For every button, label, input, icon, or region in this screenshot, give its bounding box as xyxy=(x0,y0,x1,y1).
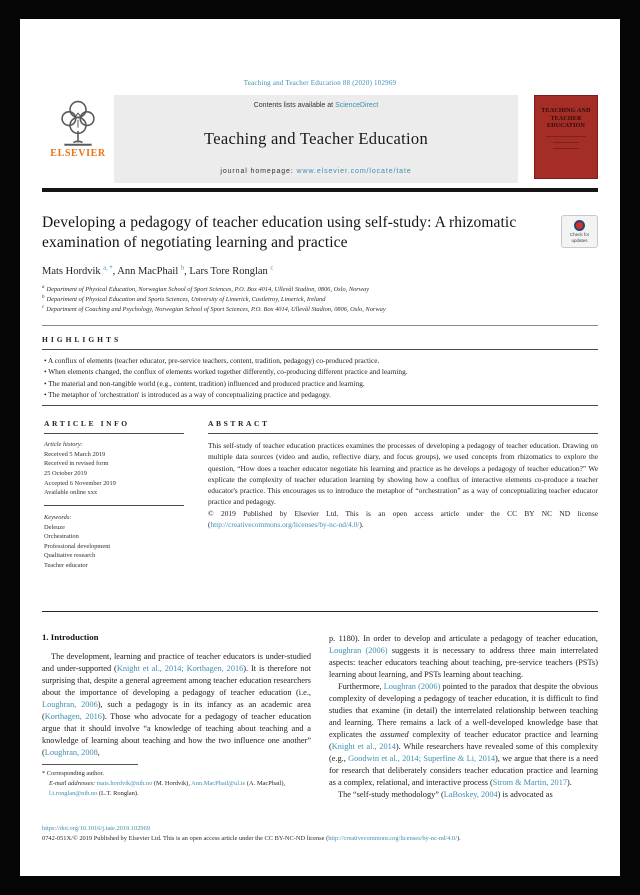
highlight-item: • A conflux of elements (teacher educator, pre-service teachers, content, tradition, pedagogy) co-produced practice. xyxy=(44,355,598,366)
keyword: Teacher educator xyxy=(44,561,88,569)
footnote-divider xyxy=(42,764,138,765)
affiliation-text: Department of Physical Education, Norwegian School of Sport Sciences, P.O. Box 4014, Ullevål Stadion, 0806, Oslo, Norway xyxy=(46,286,370,294)
corresponding-author-note: * Corresponding author. xyxy=(42,770,104,777)
text-segment: ), we argue that there is a need for research that deliberately considers teacher education practice and learning as a complex, relational, and interactive process ( xyxy=(329,753,598,787)
citation-link[interactable]: Strom & Martin, 2017 xyxy=(492,777,568,787)
elsevier-logo[interactable] xyxy=(42,95,114,183)
citation-link[interactable]: http://creativecommons.org/licenses/by-nc-nd/4.0/ xyxy=(328,834,457,842)
intro-paragraph-4 xyxy=(329,789,598,801)
text-segment: ). It is therefore not surprising that, despite a general agreement among teacher education researchers about the importance of developing a pedagogy of teacher education (i.e., xyxy=(42,663,311,697)
sciencedirect-link[interactable]: ScienceDirect xyxy=(335,102,379,109)
contents-line xyxy=(254,102,379,109)
keyword: Deleuze xyxy=(44,523,65,531)
homepage-prefix: journal homepage: xyxy=(220,168,297,175)
text-segment: ), such a pedagogy is in its infancy as an academic area ( xyxy=(42,699,311,721)
affiliation-a xyxy=(42,285,598,295)
cover-decorative-line xyxy=(553,148,579,149)
history-line: 25 October 2019 xyxy=(44,470,87,478)
text-segment: E-mail addresses: xyxy=(49,779,97,787)
abstract-text: This self-study of teacher education practices examines the processes of developing a pedagogy of teacher education. Drawing on multiple data sources (video and audio, reflective diary, and focus groups), we used concepts from rhizomatics to explore the question, “How does a teacher educator negotiate his learning and practice as he develops a pedagogy of teacher education?” We explicate the complexity of teacher education learning by showing how a conflux of interactive elements co-produce a teacher educator's practice. This encourages us to introduce the metaphor of “orchestration” as a way of conceptualizing teacher educator practice and pedagogy. xyxy=(208,441,598,507)
text-segment: The “self-study methodology” ( xyxy=(338,789,444,799)
affiliation-sup: b xyxy=(42,295,45,301)
text-segment: (A. MacPhail), xyxy=(245,779,286,787)
text-segment: ). xyxy=(567,777,572,787)
intro-paragraph-1 xyxy=(42,651,311,759)
homepage-line xyxy=(220,168,411,175)
history-line: Available online xxx xyxy=(44,489,98,497)
affiliations xyxy=(42,285,598,315)
article-title: Developing a pedagogy of teacher education using self-study: A rhizomatic examination of negotiating learning and practice xyxy=(42,214,517,252)
journal-header xyxy=(42,95,598,183)
cover-decorative-line xyxy=(546,136,586,137)
abstract-copyright xyxy=(208,508,598,530)
issn-license-line xyxy=(42,835,598,842)
text-segment: , Lars Tore Ronglan xyxy=(184,266,271,278)
journal-cover-title: TEACHING AND TEACHER EDUCATION xyxy=(541,108,591,129)
article-info-heading: ARTICLE INFO xyxy=(44,419,130,429)
text-segment: complexity of teacher educator practice and learning ( xyxy=(329,729,598,751)
highlight-item: • When elements changed, the conflux of elements worked together differently, co-producing different practice and learning. xyxy=(44,366,598,377)
history-line: Received in revised form xyxy=(44,460,109,468)
citation-link[interactable]: Loughran (2006) xyxy=(329,645,388,655)
email-addresses xyxy=(42,779,311,799)
highlight-item: • The metaphor of 'orchestration' is introduced as a way of conceptualizing practice and pedagogy. xyxy=(44,389,598,400)
license-link[interactable]: http://creativecommons.org/licenses/by-nc-nd/4.0/ xyxy=(210,519,360,529)
journal-citation: Teaching and Teacher Education 88 (2020) 102969 xyxy=(243,79,397,87)
citation-link[interactable]: l.t.ronglan@nih.no xyxy=(49,789,98,797)
text-segment: suggests it is necessary to address three main interrelated aspects: teacher educators teaching about teaching, pre-service teachers (PSTs) learning about learning, and PSTs learning about teaching. xyxy=(329,645,598,679)
header-divider xyxy=(42,188,598,192)
article-history-label: Article history: xyxy=(44,441,83,449)
check-for-updates-badge[interactable] xyxy=(561,215,598,248)
affiliation-sup: c xyxy=(42,305,45,310)
text-segment: c xyxy=(270,264,274,272)
text-segment: ). Those who advocate for a pedagogy of teacher education argue that it should involve “a knowledge of teaching about teaching and a knowledge of learning about teaching and how the two influence one another” ( xyxy=(42,711,312,757)
article-info-column xyxy=(42,419,184,570)
section-heading: 1. Introduction xyxy=(42,631,99,642)
citation-link[interactable]: Knight et al., 2014 xyxy=(331,741,396,751)
text-segment: , Ann MacPhail xyxy=(112,266,181,278)
text-segment: assumed xyxy=(380,729,409,739)
divider xyxy=(42,349,598,350)
check-for-updates-label: Check for updates xyxy=(569,232,590,243)
keyword: Orchestration xyxy=(44,533,79,541)
citation-link[interactable]: Loughran, 2008 xyxy=(44,747,98,757)
intro-paragraph-3 xyxy=(329,681,598,789)
citation-link[interactable]: Ann.MacPhail@ul.ie xyxy=(191,779,246,787)
journal-title: Teaching and Teacher Education xyxy=(204,128,428,148)
citation-link[interactable]: LaBoskey, 2004 xyxy=(443,789,498,799)
citation-link[interactable]: Knight et al., 2014; Korthagen, 2016 xyxy=(116,663,244,673)
text-segment: 0742-051X/© 2019 Published by Elsevier Ltd. This is an open access article under the CC BY-NC-ND license ( xyxy=(42,834,329,842)
text-segment: pointed to the paradox that despite the obvious complexity of developing a pedagogy of teacher education, it is difficult to find studies that examine (in detail) the interrelated relationship between teaching and learning. There remains a lack of a well-developed knowledge base that explicates the xyxy=(329,681,598,739)
affiliation-sup: a xyxy=(42,285,45,291)
abstract-column xyxy=(208,419,598,570)
footnote-block xyxy=(42,764,311,801)
doi-link[interactable]: https://doi.org/10.1016/j.tate.2019.102969 xyxy=(42,824,150,832)
text-segment: ). While researchers have revealed some of this complexity (e.g., xyxy=(329,741,598,763)
text-segment: ) is advocated as xyxy=(497,789,553,799)
crossmark-icon xyxy=(574,220,585,231)
right-column xyxy=(329,624,598,801)
page-footer xyxy=(42,825,598,842)
keyword: Professional development xyxy=(44,542,111,550)
text-segment: (L.T. Ronglan). xyxy=(97,789,139,797)
divider xyxy=(44,505,184,506)
copyright-suffix: ). xyxy=(359,519,364,529)
journal-cover-thumbnail[interactable] xyxy=(534,95,598,179)
cover-decorative-line xyxy=(553,142,579,143)
divider xyxy=(44,433,184,434)
history-line: Received 5 March 2019 xyxy=(44,450,106,458)
highlights-heading: HIGHLIGHTS xyxy=(42,335,122,345)
journal-homepage-link[interactable]: www.elsevier.com/locate/tate xyxy=(296,168,412,175)
citation-link[interactable]: Loughran (2006) xyxy=(383,681,441,691)
abstract-heading: ABSTRACT xyxy=(208,419,270,429)
affiliation-b xyxy=(42,295,598,305)
divider xyxy=(42,405,598,406)
author-line xyxy=(42,266,598,277)
text-segment: ). xyxy=(456,834,461,842)
elsevier-logo-text: ELSEVIER xyxy=(50,148,106,159)
highlights-list xyxy=(44,355,598,400)
text-segment: , xyxy=(97,747,100,757)
copyright-prefix: © 2019 Published by Elsevier Ltd. This is an open access article under the CC BY NC ND license ( xyxy=(208,508,598,529)
text-segment: b xyxy=(180,264,185,272)
journal-cover-column xyxy=(518,95,598,183)
text-segment: The development, learning and practice of teacher educators is under-studied and under-supported ( xyxy=(42,651,311,673)
left-column xyxy=(42,624,311,801)
divider xyxy=(208,433,598,434)
paper-page xyxy=(20,19,620,876)
contents-prefix: Contents lists available at xyxy=(253,102,336,109)
citation-link[interactable]: Loughran, 2006 xyxy=(42,699,98,709)
affiliation-c xyxy=(42,305,598,315)
text-segment: p. 1180). In order to develop and articulate a pedagogy of teacher education, xyxy=(329,633,598,643)
text-segment: Furthermore, xyxy=(338,681,384,691)
text-segment: a, * xyxy=(103,264,113,272)
affiliation-text: Department of Coaching and Psychology, Norwegian School of Sport Sciences, P.O. Box 4014, Ullevål Stadion, 0806, Oslo, Norway xyxy=(46,306,386,314)
citation-link[interactable]: Goodwin et al., 2014; Superfine & Li, 2014 xyxy=(348,753,496,763)
history-line: Accepted 6 November 2019 xyxy=(44,479,116,487)
abstract-bottom-divider xyxy=(42,611,598,612)
text-segment: (M. Hordvik), xyxy=(152,779,192,787)
intro-paragraph-2 xyxy=(329,633,598,681)
text-segment: Mats Hordvik xyxy=(42,266,104,278)
citation-link[interactable]: Korthagen, 2016 xyxy=(44,711,102,721)
affiliation-text: Department of Physical Education and Sports Sciences, University of Limerick, Castletroy, Limerick, Ireland xyxy=(46,296,326,304)
keyword: Qualitative research xyxy=(44,552,96,560)
elsevier-tree-icon xyxy=(55,97,101,147)
divider xyxy=(42,325,598,326)
journal-banner xyxy=(114,95,518,183)
citation-link[interactable]: mats.hordvik@nih.no xyxy=(96,779,153,787)
highlight-item: • The material and non-tangible world (e.g., content, tradition) influenced and produced practice and learning. xyxy=(44,378,598,389)
keywords-label: Keywords: xyxy=(44,513,72,521)
